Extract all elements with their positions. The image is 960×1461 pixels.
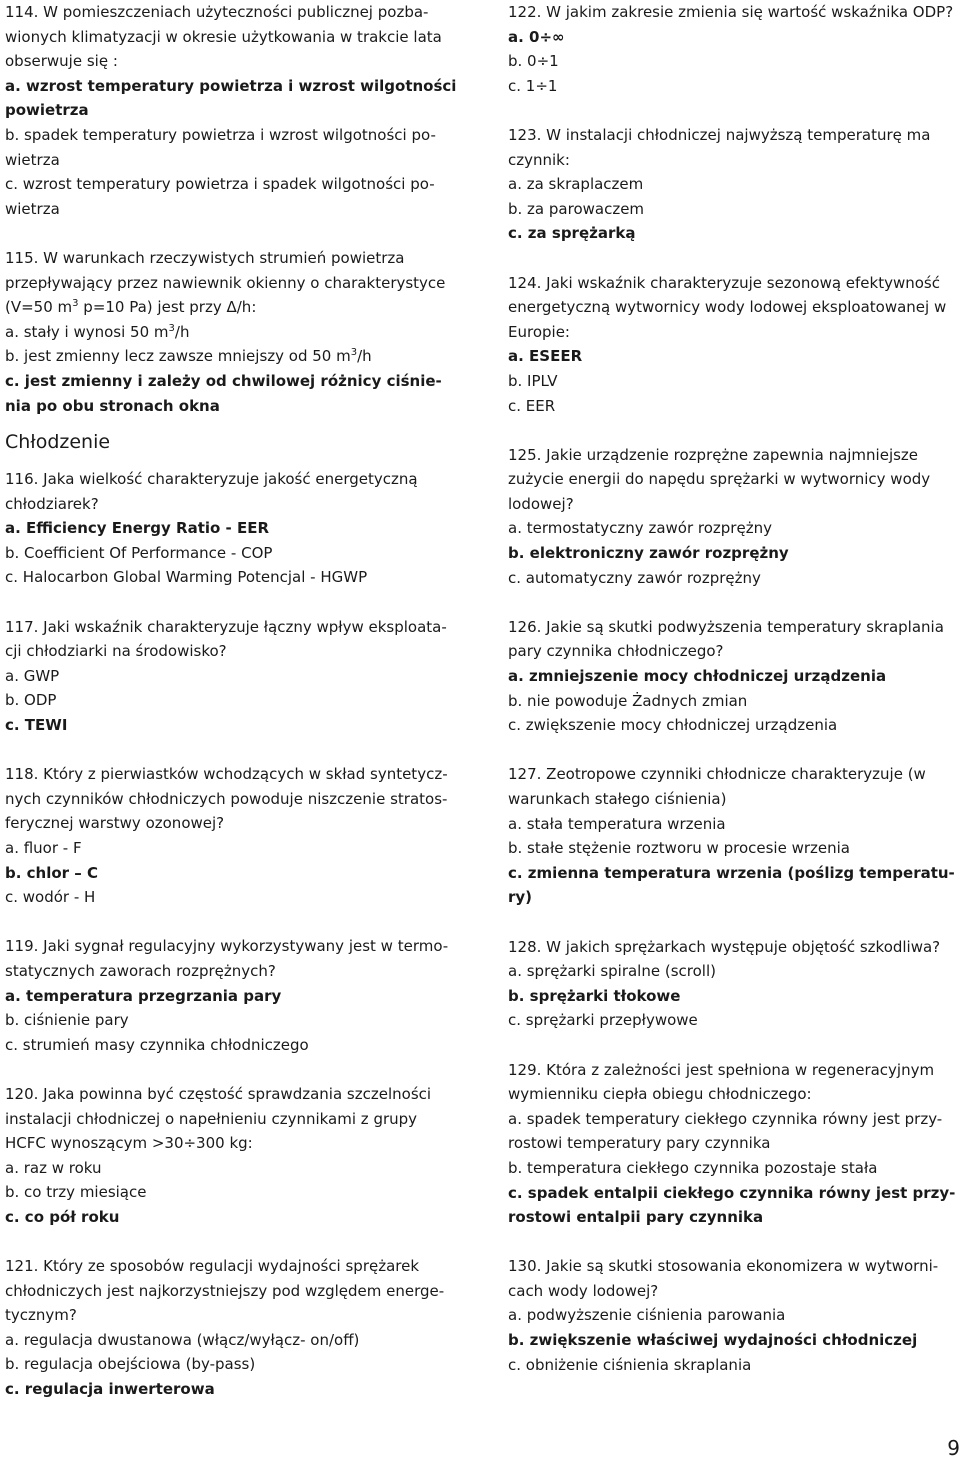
- correct-answer-line: a. Efficiency Energy Ratio - EER: [5, 519, 270, 538]
- text-line: energetyczną wytwornicy wody lodowej eksploatowanej w: [508, 298, 947, 317]
- text-line: c. automatyczny zawór rozprężny: [508, 568, 761, 587]
- spacer: [508, 246, 956, 271]
- text-line: b. ODP: [5, 691, 57, 710]
- text-line: b. nie powoduje Żadnych zmian: [508, 691, 748, 710]
- text-line: a. termostatyczny zawór rozprężny: [508, 519, 772, 538]
- text-line: a. spadek temperatury ciekłego czynnika równy jest przy-: [508, 1109, 943, 1128]
- superscript: 3: [350, 347, 358, 359]
- spacer: [5, 1230, 475, 1255]
- text-line: b. Coefficient Of Performance - COP: [5, 543, 273, 562]
- correct-answer-line: b. zwiększenie właściwej wydajności chłodniczej: [508, 1331, 918, 1350]
- spacer: [508, 1230, 956, 1255]
- correct-answer-line: c. co pół roku: [5, 1207, 120, 1226]
- text-line: 119. Jaki sygnał regulacyjny wykorzystywany jest w termo-: [5, 937, 449, 956]
- text-line: 116. Jaka wielkość charakteryzuje jakość energetyczną: [5, 470, 418, 489]
- text-line: c. Halocarbon Global Warming Potencjal - HGWP: [5, 568, 368, 587]
- spacer: [5, 1057, 475, 1082]
- text-line: 120. Jaka powinna być częstość sprawdzania szczelności: [5, 1084, 432, 1103]
- text-line: 122. W jakim zakresie zmienia się wartość wskaźnika ODP?: [508, 3, 954, 21]
- page-number: 9: [947, 1436, 960, 1460]
- correct-answer-line: powietrza: [5, 101, 89, 120]
- text-line: c. EER: [508, 396, 556, 415]
- text-line: 123. W instalacji chłodniczej najwyższą temperaturę ma: [508, 125, 931, 144]
- text-line: b. temperatura ciekłego czynnika pozostaje stała: [508, 1158, 878, 1177]
- correct-answer-line: ry): [508, 888, 533, 907]
- text-line: obserwuje się :: [5, 52, 118, 71]
- correct-answer-line: b. sprężarki tłokowe: [508, 986, 681, 1005]
- text-line: b. spadek temperatury powietrza i wzrost wilgotności po-: [5, 125, 436, 144]
- correct-answer-line: a. 0÷∞: [508, 27, 565, 46]
- text-line: b. ciśnienie pary: [5, 1011, 129, 1030]
- text-line: 126. Jakie są skutki podwyższenia temperatury skraplania: [508, 617, 944, 636]
- text-line: a. sprężarki spiralne (scroll): [508, 962, 716, 981]
- text-line: [5, 320, 475, 345]
- text-line: b. stałe stężenie roztworu w procesie wrzenia: [508, 839, 850, 858]
- correct-answer-line: a. wzrost temperatury powietrza i wzrost wilgotności: [5, 76, 457, 95]
- correct-answer-line: rostowi entalpii pary czynnika: [508, 1208, 764, 1227]
- text-line: b. za parowaczem: [508, 199, 645, 218]
- text-segment: b. jest zmienny lecz zawsze mniejszy od 50 m: [5, 347, 351, 366]
- text-line: ferycznej warstwy ozonowej?: [5, 814, 225, 833]
- text-line: c. obniżenie ciśnienia skraplania: [508, 1355, 752, 1374]
- text-segment: /h: [357, 347, 372, 366]
- text-line: 127. Zeotropowe czynniki chłodnicze charakteryzuje (w: [508, 765, 926, 784]
- text-segment: p=10 Pa) jest przy Δ/h:: [78, 298, 257, 317]
- text-line: a. regulacja dwustanowa (włącz/wyłącz- on/off): [5, 1330, 360, 1349]
- correct-answer-line: c. spadek entalpii ciekłego czynnika równy jest przy-: [508, 1183, 956, 1202]
- correct-answer-line: a. zmniejszenie mocy chłodniczej urządzenia: [508, 667, 887, 686]
- spacer: [5, 221, 475, 246]
- text-line: tycznym?: [5, 1306, 77, 1325]
- spacer: [508, 910, 956, 935]
- text-line: 114. W pomieszczeniach użyteczności publicznej pozba-: [5, 3, 429, 21]
- text-line: c. wzrost temperatury powietrza i spadek wilgotności po-: [5, 175, 435, 194]
- text-line: b. IPLV: [508, 371, 558, 390]
- superscript: 3: [168, 322, 175, 334]
- text-line: a. podwyższenie ciśnienia parowania: [508, 1306, 786, 1325]
- text-line: wymienniku ciepła obiegu chłodniczego:: [508, 1085, 812, 1104]
- text-line: lodowej?: [508, 494, 574, 513]
- correct-answer-line: b. elektroniczny zawór rozprężny: [508, 544, 789, 563]
- text-line: 125. Jakie urządzenie rozprężne zapewnia najmniejsze: [508, 445, 919, 464]
- text-line: [5, 295, 475, 320]
- correct-answer-line: c. za sprężarką: [508, 224, 636, 243]
- spacer: [508, 98, 956, 123]
- text-line: a. za skraplaczem: [508, 175, 644, 194]
- text-line: Europie:: [508, 322, 570, 341]
- text-line: instalacji chłodniczej o napełnieniu czynnikami z grupy: [5, 1109, 418, 1128]
- text-line: 117. Jaki wskaźnik charakteryzuje łączny wpływ eksploata-: [5, 617, 447, 636]
- text-line: 118. Który z pierwiastków wchodzących w skład syntetycz-: [5, 765, 448, 784]
- correct-answer-line: c. TEWI: [5, 716, 68, 735]
- correct-answer-line: a. temperatura przegrzania pary: [5, 986, 282, 1005]
- text-line: wionych klimatyzacji w okresie użytkowania w trakcie lata: [5, 27, 442, 46]
- text-line: nych czynników chłodniczych powoduje niszczenie stratos-: [5, 789, 448, 808]
- text-line: 124. Jaki wskaźnik charakteryzuje sezonową efektywność: [508, 273, 940, 292]
- text-line: a. fluor - F: [5, 839, 82, 857]
- text-line: rostowi temperatury pary czynnika: [508, 1134, 771, 1153]
- text-line: b. co trzy miesiące: [5, 1183, 147, 1202]
- correct-answer-line: a. ESEER: [508, 347, 583, 366]
- text-line: 121. Który ze sposobów regulacji wydajności sprężarek: [5, 1257, 420, 1276]
- text-line: c. sprężarki przepływowe: [508, 1011, 698, 1030]
- text-line: warunkach stałego ciśnienia): [508, 790, 727, 808]
- text-segment: /h: [174, 322, 190, 341]
- text-line: cach wody lodowej?: [508, 1281, 659, 1300]
- text-line: wietrza: [5, 199, 60, 218]
- text-line: cji chłodziarki na środowisko?: [5, 642, 227, 661]
- correct-answer-line: c. jest zmienny i zależy od chwilowej różnicy ciśnie-: [5, 371, 442, 390]
- text-line: wietrza: [5, 150, 60, 169]
- spacer: [508, 418, 956, 443]
- text-line: c. 1÷1: [508, 76, 558, 95]
- text-line: 115. W warunkach rzeczywistych strumień powietrza: [5, 248, 405, 267]
- text-line: a. stała temperatura wrzenia: [508, 814, 726, 833]
- spacer: [508, 738, 956, 763]
- text-line: HCFC wynoszącym >30÷300 kg:: [5, 1134, 253, 1153]
- text-line: zużycie energii do napędu sprężarki w wytwornicy wody: [508, 470, 931, 489]
- spacer: [508, 1033, 956, 1058]
- left-column: [5, 0, 475, 1402]
- text-line: [5, 344, 475, 369]
- text-line: c. strumień masy czynnika chłodniczego: [5, 1035, 309, 1054]
- superscript: 3: [72, 298, 79, 310]
- text-segment: (V=50 m: [5, 298, 73, 317]
- text-line: a. GWP: [5, 666, 60, 685]
- text-line: 129. Która z zależności jest spełniona w regeneracyjnym: [508, 1060, 935, 1079]
- spacer: [5, 738, 475, 763]
- spacer: [5, 910, 475, 935]
- text-line: statycznych zaworach rozprężnych?: [5, 961, 276, 980]
- text-line: c. zwiększenie mocy chłodniczej urządzenia: [508, 716, 838, 735]
- text-segment: a. stały i wynosi 50 m: [5, 322, 169, 341]
- text-line: chłodniczych jest najkorzystniejszy pod względem energe-: [5, 1281, 445, 1300]
- text-line: a. raz w roku: [5, 1158, 102, 1177]
- right-column: [508, 0, 956, 1377]
- text-line: pary czynnika chłodniczego?: [508, 642, 724, 661]
- text-line: 128. W jakich sprężarkach występuje objętość szkodliwa?: [508, 937, 941, 956]
- correct-answer-line: b. chlor – C: [5, 863, 99, 882]
- text-line: czynnik:: [508, 150, 570, 169]
- spacer: [5, 590, 475, 615]
- correct-answer-line: c. regulacja inwerterowa: [5, 1380, 215, 1399]
- text-line: chłodziarek?: [5, 494, 99, 513]
- text-line: b. regulacja obejściowa (by-pass): [5, 1355, 256, 1374]
- text-line: przepływający przez nawiewnik okienny o charakterystyce: [5, 273, 446, 292]
- section-heading: Chłodzenie: [5, 431, 111, 454]
- text-line: b. 0÷1: [508, 52, 559, 71]
- text-line: c. wodór - H: [5, 888, 96, 907]
- correct-answer-line: c. zmienna temperatura wrzenia (poślizg temperatu-: [508, 863, 955, 882]
- spacer: [508, 590, 956, 615]
- correct-answer-line: nia po obu stronach okna: [5, 396, 220, 415]
- text-line: 130. Jakie są skutki stosowania ekonomizera w wytworni-: [508, 1257, 939, 1276]
